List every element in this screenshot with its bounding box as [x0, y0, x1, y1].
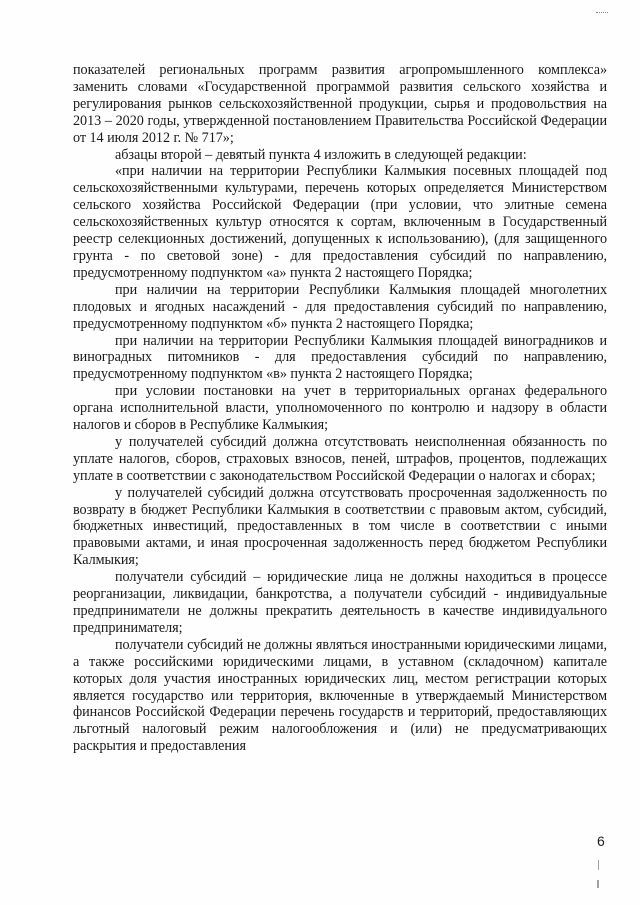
- scan-artifact: [596, 12, 608, 15]
- document-body: [73, 62, 607, 755]
- paragraph: у получателей субсидий должна отсутствовать просроченная задолженность по возврату в бюджет Республики Калмыкия в соответствии с правовым актом, субсидий, бюджетных инвестиций, предоставленных в том числе в соответствии с иными правовыми актами, и иная просроченная задолженность перед бюджетом Республики Калмыкия;: [73, 484, 607, 569]
- paragraph: при наличии на территории Республики Калмыкия площадей виноградников и виноградных питомников - для предоставления субсидий по направлению, предусмотренному подпунктом «в» пункта 2 настоящего Порядка;: [73, 332, 607, 383]
- paragraph: абзацы второй – девятый пункта 4 изложить в следующей редакции:: [115, 146, 527, 163]
- paragraph: показателей региональных программ развития агропромышленного комплекса» заменить словами «Государственной программой развития сельского хозяйства и регулирования рынков сельскохозяйственной продукции, сырья и продовольствия на 2013 – 2020 годы, утвержденной постановлением Правительства Российской Федерации от 14 июля 2012 г. № 717»;: [73, 62, 607, 146]
- paragraph: у получателей субсидий должна отсутствовать неисполненная обязанность по уплате налогов, сборов, страховых взносов, пеней, штрафов, процентов, подлежащих уплате в соответствии с законодательством Российской Федерации о налогах и сборах;: [73, 433, 607, 484]
- paragraph: получатели субсидий не должны являться иностранными юридическими лицами, а также российскими юридическими лицами, в уставном (складочном) капитале которых доля участия иностранных юридических лиц, местом регистрации которых является государство или территория, включенные в утверждаемый Министерством финансов Российской Федерации перечень государств и территорий, предоставляющих льготный налоговый режим налогообложения и (или) не предусматривающих раскрытия и предоставления: [73, 636, 607, 755]
- paragraph: при условии постановки на учет в территориальных органах федерального органа исполнительной власти, уполномоченного по контролю и надзору в области налогов и сборов в Республике Калмыкия;: [73, 383, 607, 434]
- page-number: 6: [597, 833, 605, 849]
- paragraph: «при наличии на территории Республики Калмыкия посевных площадей под сельскохозяйственными культурами, перечень которых определяется Министерством сельского хозяйства Российской Федерации (при условии, что элитные семена сельскохозяйственных культур относятся к сортам, включенным в Государственный реестр селекционных достижений, допущенных к использованию), (для защищенного грунта - по световой зоне) - для предоставления субсидий по направлению, предусмотренному подпунктом «а» пункта 2 настоящего Порядка;: [73, 163, 607, 281]
- scan-artifact: [597, 880, 599, 888]
- scan-artifact: [598, 860, 599, 870]
- paragraph: при наличии на территории Республики Калмыкия площадей многолетних плодовых и ягодных насаждений - для предоставления субсидий по направлению, предусмотренному подпунктом «б» пункта 2 настоящего Порядка;: [73, 281, 607, 332]
- paragraph: получатели субсидий – юридические лица не должны находиться в процессе реорганизации, ликвидации, банкротства, а получатели субсидий - индивидуальные предприниматели не должны прекратить деятельность в качестве индивидуального предпринимателя;: [73, 569, 607, 636]
